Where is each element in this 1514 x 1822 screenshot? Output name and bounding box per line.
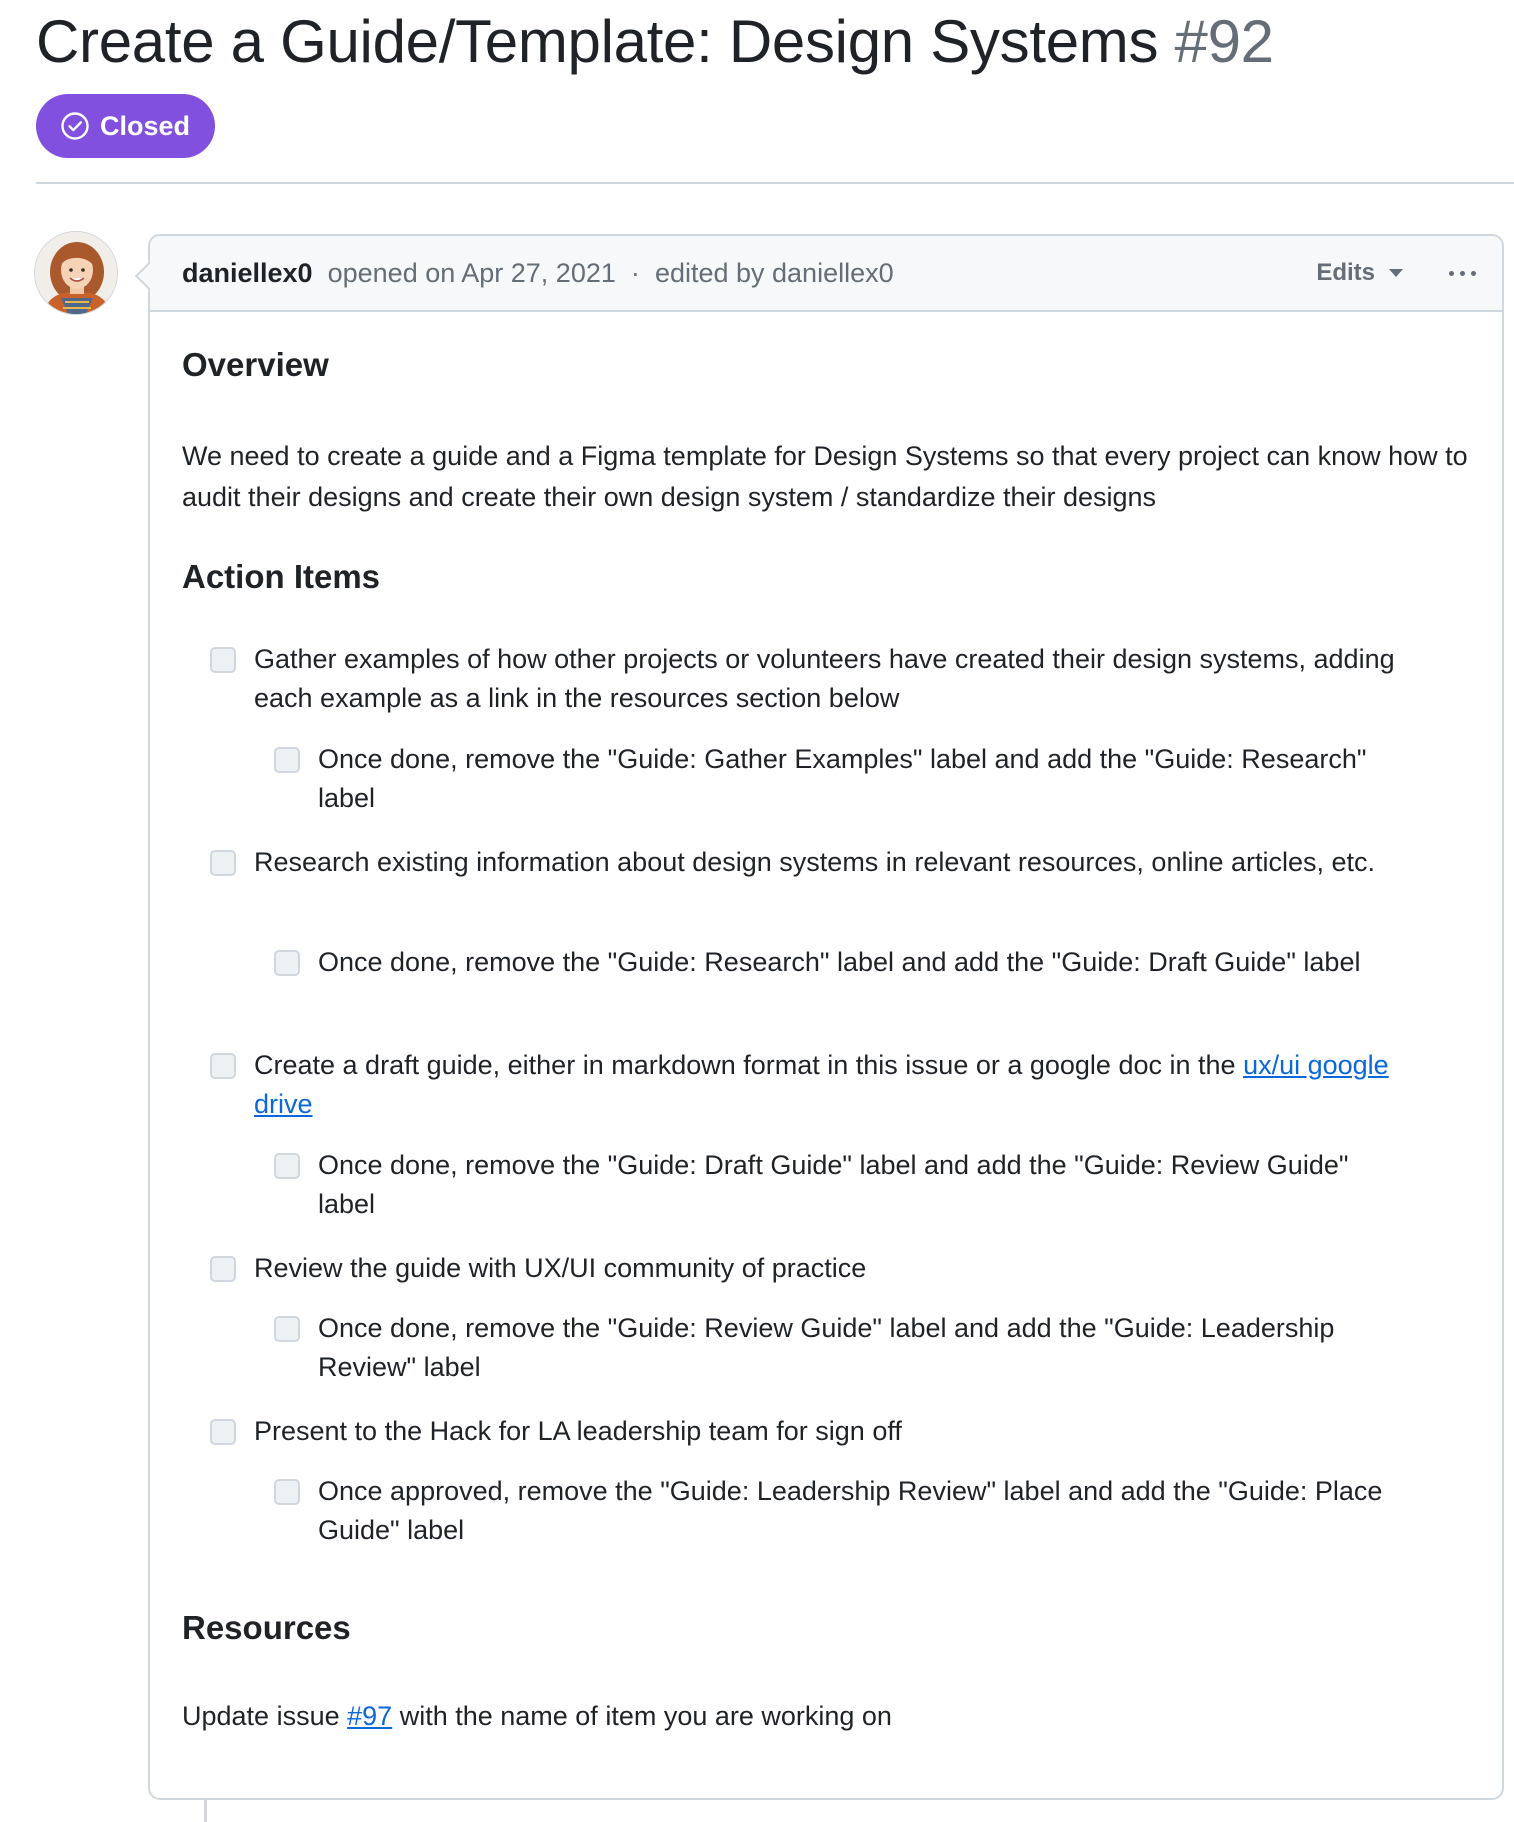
task-item <box>210 1412 1400 1451</box>
overview-text: We need to create a guide and a Figma template for Design Systems so that every project can know how to audit their designs and create their own design system / standardize their designs <box>182 441 1468 512</box>
status-badge-label: Closed <box>100 110 191 141</box>
resources-prefix: Update issue <box>182 1701 340 1731</box>
task-checkbox[interactable] <box>210 850 236 876</box>
subtask-item <box>274 943 1400 982</box>
subtask-item <box>274 1472 1400 1550</box>
resources-heading: Resources <box>182 1609 351 1646</box>
subtask-item <box>274 740 1400 818</box>
comment-header <box>150 236 1502 312</box>
issue-97-link[interactable]: #97 <box>347 1701 393 1731</box>
subtask-item <box>274 1146 1400 1224</box>
edited-by[interactable]: edited by daniellex0 <box>654 257 894 288</box>
task-checkbox[interactable] <box>274 1316 300 1342</box>
task-item <box>210 640 1400 718</box>
task-checkbox[interactable] <box>210 1053 236 1079</box>
task-text: Once done, remove the "Guide: Draft Guide" label and add the "Guide: Review Guide" label <box>318 1150 1349 1219</box>
meta-separator: · <box>630 257 640 288</box>
issue-title <box>36 2 1274 82</box>
caret-down-icon <box>1389 269 1403 277</box>
resources-suffix: with the name of item you are working on <box>399 1701 892 1731</box>
issue-comment <box>148 234 1504 1800</box>
task-item <box>210 1046 1400 1124</box>
task-text: Review the guide with UX/UI community of practice <box>254 1253 867 1283</box>
task-checkbox[interactable] <box>210 1419 236 1445</box>
task-text: Present to the Hack for LA leadership team for sign off <box>254 1416 902 1446</box>
task-text: Research existing information about design systems in relevant resources, online articles, etc. <box>254 847 1376 877</box>
task-text: Once done, remove the "Guide: Review Guide" label and add the "Guide: Leadership Review" label <box>318 1313 1335 1382</box>
task-text <box>254 1046 1400 1124</box>
edits-label: Edits <box>1316 259 1375 286</box>
task-checkbox[interactable] <box>210 647 236 673</box>
comment-meta <box>182 258 894 289</box>
subtask-item <box>274 1309 1400 1387</box>
ux-ui-google-drive-link[interactable]: ux/ui google drive <box>254 1050 1389 1119</box>
task-item <box>210 1249 1400 1288</box>
task-checkbox[interactable] <box>274 950 300 976</box>
issue-number: #92 <box>1174 8 1274 75</box>
task-checkbox[interactable] <box>210 1256 236 1282</box>
timeline-line <box>204 1800 207 1822</box>
opened-date: opened on Apr 27, 2021 <box>327 257 616 288</box>
author-link[interactable]: daniellex0 <box>182 257 313 288</box>
kebab-menu-icon[interactable] <box>1449 271 1476 276</box>
issue-title-text: Create a Guide/Template: Design Systems <box>36 8 1159 75</box>
task-text: Gather examples of how other projects or volunteers have created their design systems, adding each example as a link in the resources section below <box>254 644 1395 713</box>
status-badge <box>36 94 215 158</box>
task-item <box>210 843 1400 882</box>
overview-heading: Overview <box>182 346 329 383</box>
avatar[interactable] <box>34 231 118 315</box>
task-checkbox[interactable] <box>274 747 300 773</box>
header-divider <box>36 182 1514 184</box>
task-text: Once approved, remove the "Guide: Leadership Review" label and add the "Guide: Place Guide" label <box>318 1476 1383 1545</box>
resources-text <box>182 1696 1472 1737</box>
check-circle-icon <box>60 111 90 141</box>
task-text: Once done, remove the "Guide: Research" label and add the "Guide: Draft Guide" label <box>318 947 1361 977</box>
task-checkbox[interactable] <box>274 1479 300 1505</box>
task-text-part: Create a draft guide, either in markdown format in this issue or a google doc in the <box>254 1050 1236 1080</box>
edits-dropdown[interactable] <box>1316 259 1403 287</box>
task-text: Once done, remove the "Guide: Gather Examples" label and add the "Guide: Research" label <box>318 744 1367 813</box>
task-checkbox[interactable] <box>274 1153 300 1179</box>
action-items-heading: Action Items <box>182 558 381 595</box>
